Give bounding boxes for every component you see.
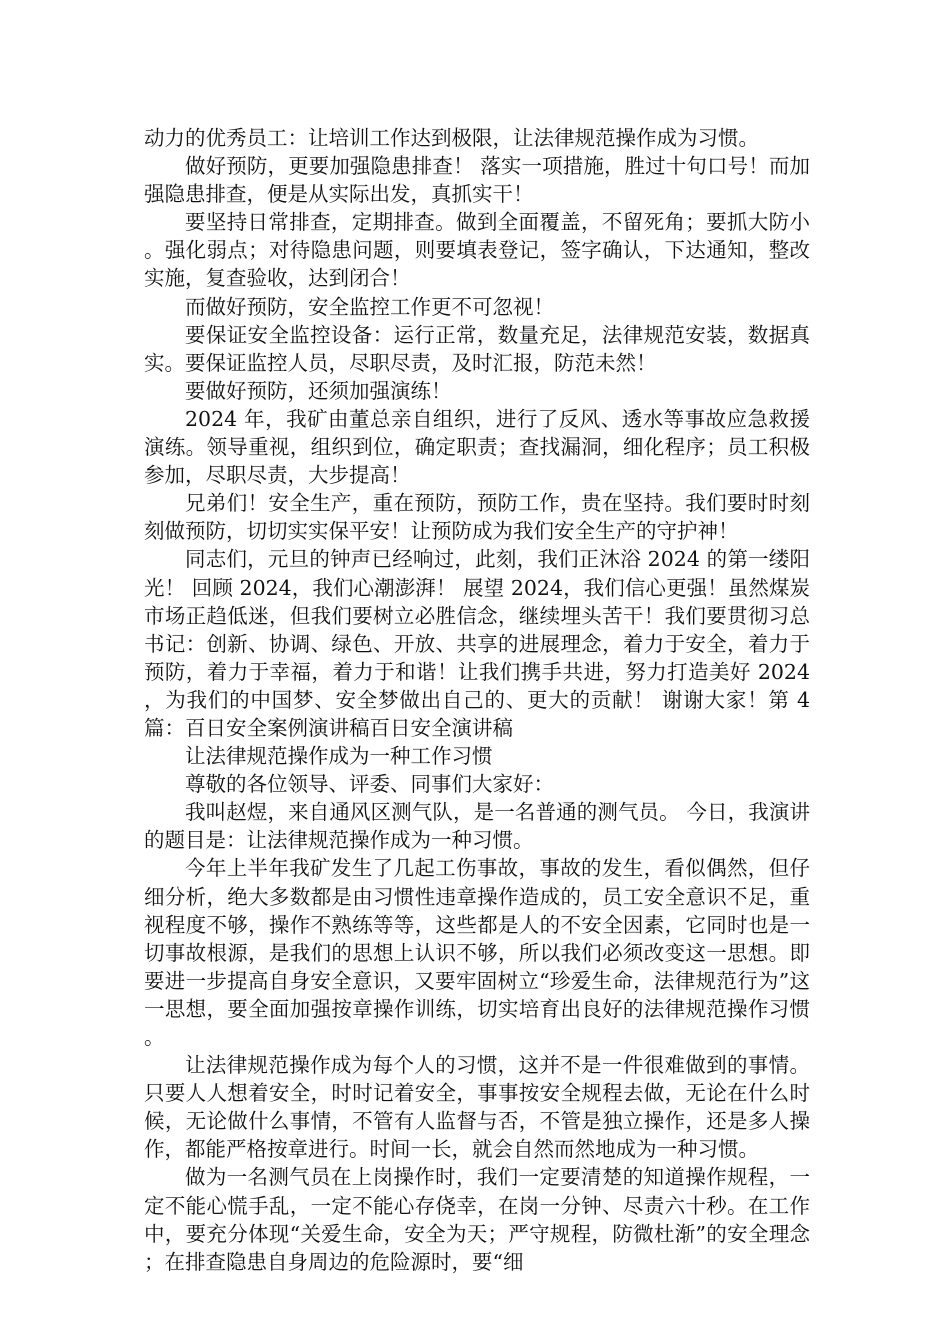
document-body [144, 124, 810, 1276]
paragraph-12: 我叫赵煜，来自通风区测气队，是一名普通的测气员。 今日，我演讲的题目是：让法律规范操作成为一种习惯。 [144, 800, 810, 853]
paragraph-4: 而做好预防，安全监控工作更不可忽视！ [185, 294, 554, 319]
paragraph-7: 2024 年，我矿由董总亲自组织，进行了反风、透水等事故应急救援演练。领导重视，组织到位，确定职责；查找漏洞，细化程序；员工积极参加，尽职尽责，大步提高！ [144, 406, 810, 488]
paragraph-1: 动力的优秀员工：让培训工作达到极限，让法律规范操作成为习惯。 [144, 126, 759, 150]
paragraph-6: 要做好预防，还须加强演练！ [185, 378, 452, 403]
speech-title: 让法律规范操作成为一种工作习惯 [185, 744, 493, 769]
greeting: 尊敬的各位领导、评委、同事们大家好： [185, 772, 554, 797]
paragraph-9: 同志们，元旦的钟声已经响过，此刻，我们正沐浴 2024 的第一缕阳光！ 回顾 2024，我们心潮澎湃！ 展望 2024，我们信心更强！虽然煤炭市场正趋低迷，但我们要树立必胜信念，继续埋头苦干！我们要贯彻习总书记：创新、协调、绿色、开放、共享的进展理念，着力于安全，着力于预防，着力于幸福，着力于和谐！让我们携手共进，努力打造美好 2024，为我们的中国梦、安全梦做出自己的、更大的贡献！ 谢谢大家！第 4 篇：百日安全案例演讲稿百日安全演讲稿 [144, 547, 810, 740]
paragraph-14: 让法律规范操作成为每个人的习惯，这并不是一件很难做到的事情。只要人人想着安全，时时记着安全，事事按安全规程去做，无论在什么时候，无论做什么事情，不管有人监督与否，不管是独立操作，还是多人操作，都能严格按章进行。时间一长，就会自然而然地成为一种习惯。 [144, 1053, 810, 1162]
paragraph-5: 要保证安全监控设备：运行正常，数量充足，法律规范安装，数据真实。要保证监控人员，尽职尽责，及时汇报，防范未然！ [144, 322, 810, 375]
paragraph-13: 今年上半年我矿发生了几起工伤事故，事故的发生，看似偶然，但仔细分析，绝大多数都是由习惯性违章操作造成的，员工安全意识不足，重视程度不够，操作不熟练等等，这些都是人的不安全因素，它同时也是一切事故根源，是我们的思想上认识不够，所以我们必须改变这一思想。即要进一步提高自身安全意识，又要牢固树立“珍爱生命，法律规范行为”这一思想，要全面加强按章操作训练，切实培育出良好的法律规范操作习惯。 [144, 856, 810, 1049]
paragraph-15: 做为一名测气员在上岗操作时，我们一定要清楚的知道操作规程，一定不能心慌手乱，一定不能心存侥幸，在岗一分钟、尽责六十秒。在工作中，要充分体现“关爱生命，安全为天；严守规程，防微杜渐”的安全理念；在排查隐患自身周边的危险源时，要“细 [144, 1165, 810, 1274]
paragraph-3: 要坚持日常排查，定期排查。做到全面覆盖，不留死角；要抓大防小。强化弱点；对待隐患问题，则要填表登记，签字确认，下达通知，整改实施，复查验收，达到闭合！ [144, 210, 810, 291]
paragraph-2: 做好预防，更要加强隐患排查！ 落实一项措施，胜过十句口号！而加强隐患排查，便是从实际出发，真抓实干！ [144, 154, 810, 207]
paragraph-8: 兄弟们！安全生产，重在预防，预防工作，贵在坚持。我们要时时刻刻做预防，切切实实保平安！让预防成为我们安全生产的守护神！ [144, 491, 810, 544]
